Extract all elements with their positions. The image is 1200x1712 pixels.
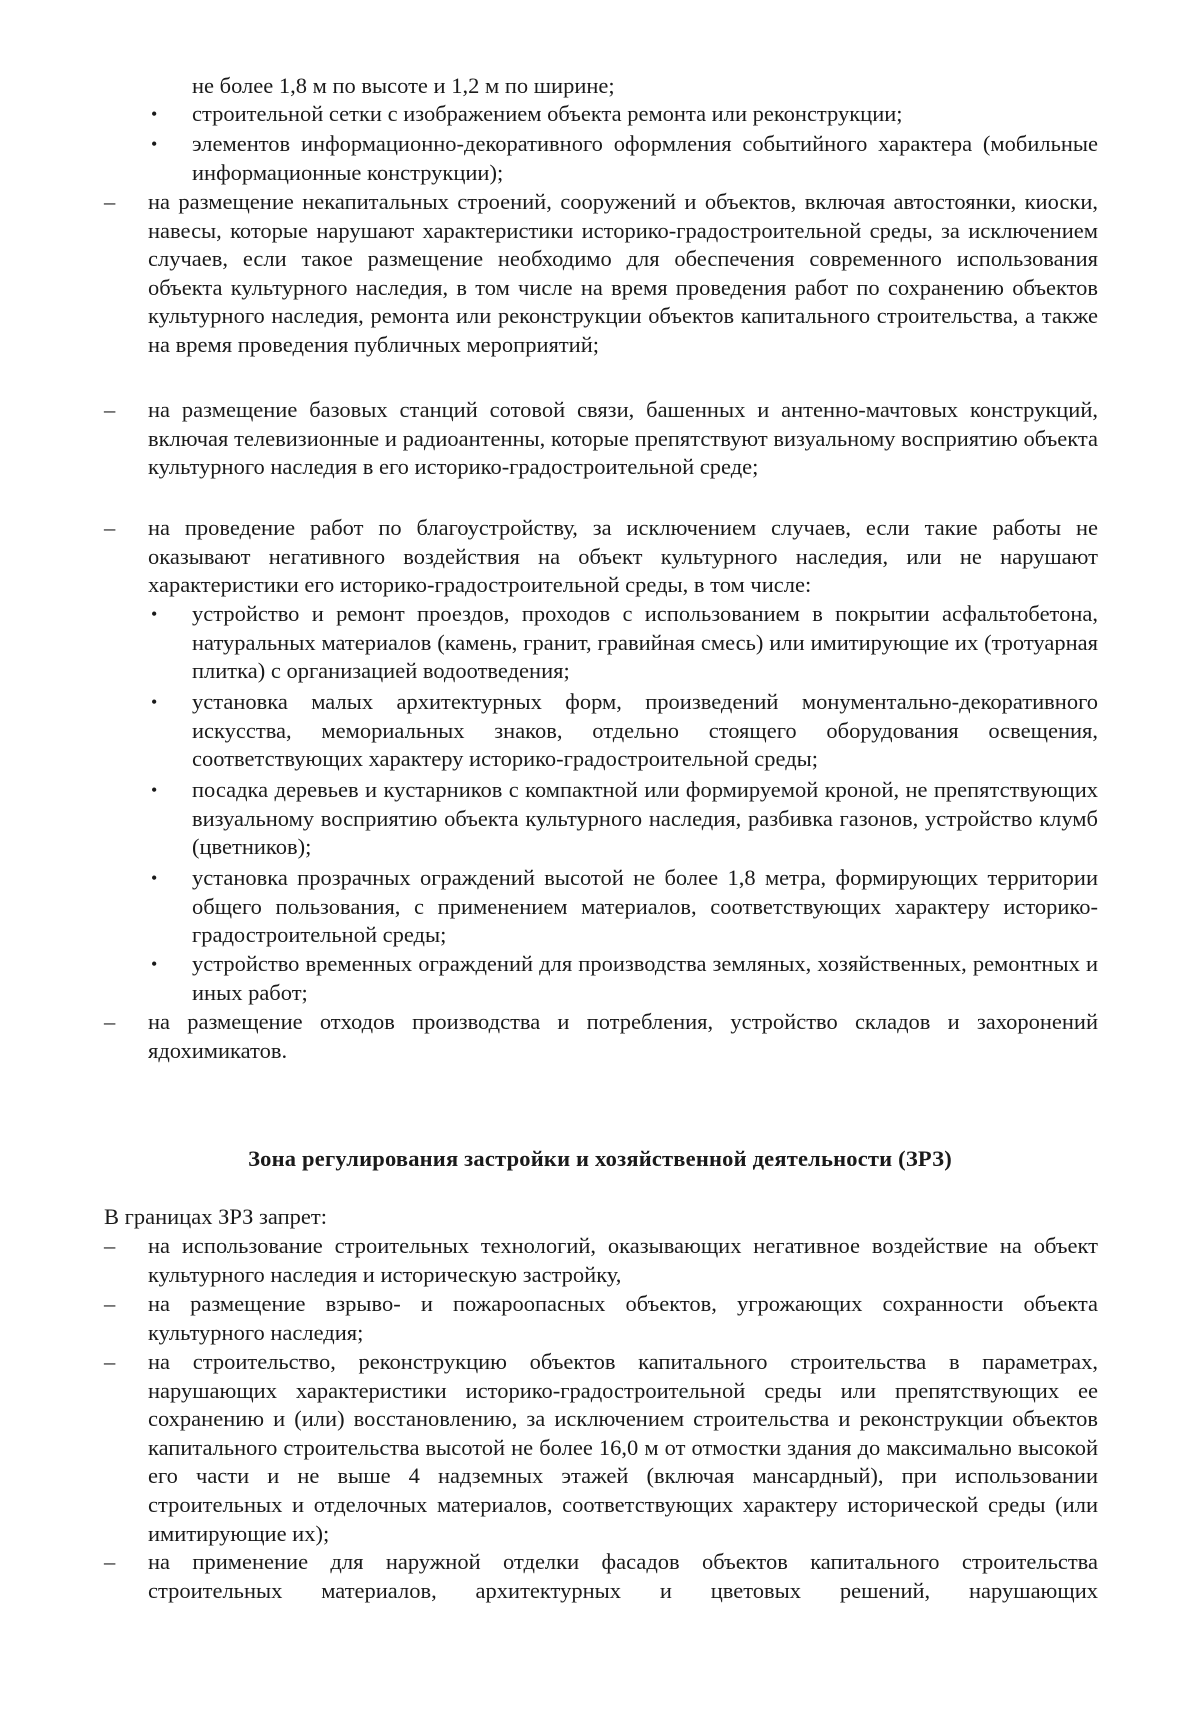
bullet-text: устройство и ремонт проездов, проходов с использованием в покрытии асфальтобетона, натуральных материалов (камень, гранит, гравийная смесь) или имитирующие их (тротуарная плитка) с организацией водоотведения; <box>192 601 1098 684</box>
dash-marker: – <box>104 1549 116 1574</box>
dash-text: на применение для наружной отделки фасадов объектов капитального строительства строительных материалов, архитектурных и цветовых решений, нарушающих <box>148 1549 1098 1603</box>
bullet-text: устройство временных ограждений для производства земляных, хозяйственных, ремонтных и иных работ; <box>192 951 1098 1005</box>
bullet-marker: • <box>151 780 158 800</box>
bullet-text: элементов информационно-декоративного оформления событийного характера (мобильные информационные конструкции); <box>192 131 1098 185</box>
dash-text: на проведение работ по благоустройству, за исключением случаев, если такие работы не оказывают негативного воздействия на объект культурного наследия, или не нарушают характеристики его историко-градостроительной среды, в том числе: <box>148 515 1098 598</box>
dash-text: на строительство, реконструкцию объектов капитального строительства в параметрах, нарушающих характеристики историко-градостроительной среды или препятствующих ее сохранению и (или) восстановлению, за исключением строительства и реконструкции объектов капитального строительства высотой не более 16,0 м от отмостки здания до максимально высокой его части и не выше 4 надземных этажей (включая мансардный), при использовании строительных и отделочных материалов, соответствующих характеру исторической среды (или имитирующие их); <box>148 1349 1098 1546</box>
dash-marker: – <box>104 515 116 540</box>
dash-marker: – <box>104 1291 116 1316</box>
bullet-text: установка малых архитектурных форм, произведений монументально-декоративного искусства, мемориальных знаков, отдельно стоящего оборудования освещения, соответствующих характеру историко-градостроительной среды; <box>192 689 1098 772</box>
dash-marker: – <box>104 397 116 422</box>
dash-marker: – <box>104 189 116 214</box>
bullet-marker: • <box>151 954 158 974</box>
bullet-marker: • <box>151 104 158 124</box>
section-intro: В границах ЗРЗ запрет: <box>104 1204 327 1229</box>
dash-marker: – <box>104 1349 116 1374</box>
dash-text: на размещение некапитальных строений, сооружений и объектов, включая автостоянки, киоски, навесы, которые нарушают характеристики историко-градостроительной среды, за исключением случаев, если такое размещение необходимо для обеспечения современного использования объекта культурного наследия, в том числе на время проведения работ по сохранению объектов культурного наследия, ремонта или реконструкции объектов капитального строительства, а также на время проведения публичных мероприятий; <box>148 189 1098 357</box>
bullet-marker: • <box>151 604 158 624</box>
bullet-marker: • <box>151 692 158 712</box>
bullet-text: посадка деревьев и кустарников с компактной или формируемой кроной, не препятствующих визуальному восприятию объекта культурного наследия, разбивка газонов, устройство клумб (цветников); <box>192 777 1098 860</box>
dash-marker: – <box>104 1233 116 1258</box>
bullet-marker: • <box>151 134 158 154</box>
continuation-text: не более 1,8 м по высоте и 1,2 м по ширине; <box>192 73 615 98</box>
bullet-text: установка прозрачных ограждений высотой не более 1,8 метра, формирующих территории общего пользования, с применением материалов, соответствующих характеру историко-градостроительной среды; <box>192 865 1098 948</box>
section-heading: Зона регулирования застройки и хозяйственной деятельности (ЗРЗ) <box>248 1146 952 1171</box>
dash-text: на размещение базовых станций сотовой связи, башенных и антенно-мачтовых конструкций, включая телевизионные и радиоантенны, которые препятствуют визуальному восприятию объекта культурного наследия в его историко-градостроительной среде; <box>148 397 1098 480</box>
dash-marker: – <box>104 1009 116 1034</box>
dash-text: на размещение отходов производства и потребления, устройство складов и захоронений ядохимикатов. <box>148 1009 1098 1063</box>
bullet-text: строительной сетки с изображением объекта ремонта или реконструкции; <box>192 101 903 126</box>
bullet-marker: • <box>151 868 158 888</box>
dash-text: на использование строительных технологий, оказывающих негативное воздействие на объект культурного наследия и историческую застройку, <box>148 1233 1098 1287</box>
dash-text: на размещение взрыво- и пожароопасных объектов, угрожающих сохранности объекта культурного наследия; <box>148 1291 1098 1345</box>
